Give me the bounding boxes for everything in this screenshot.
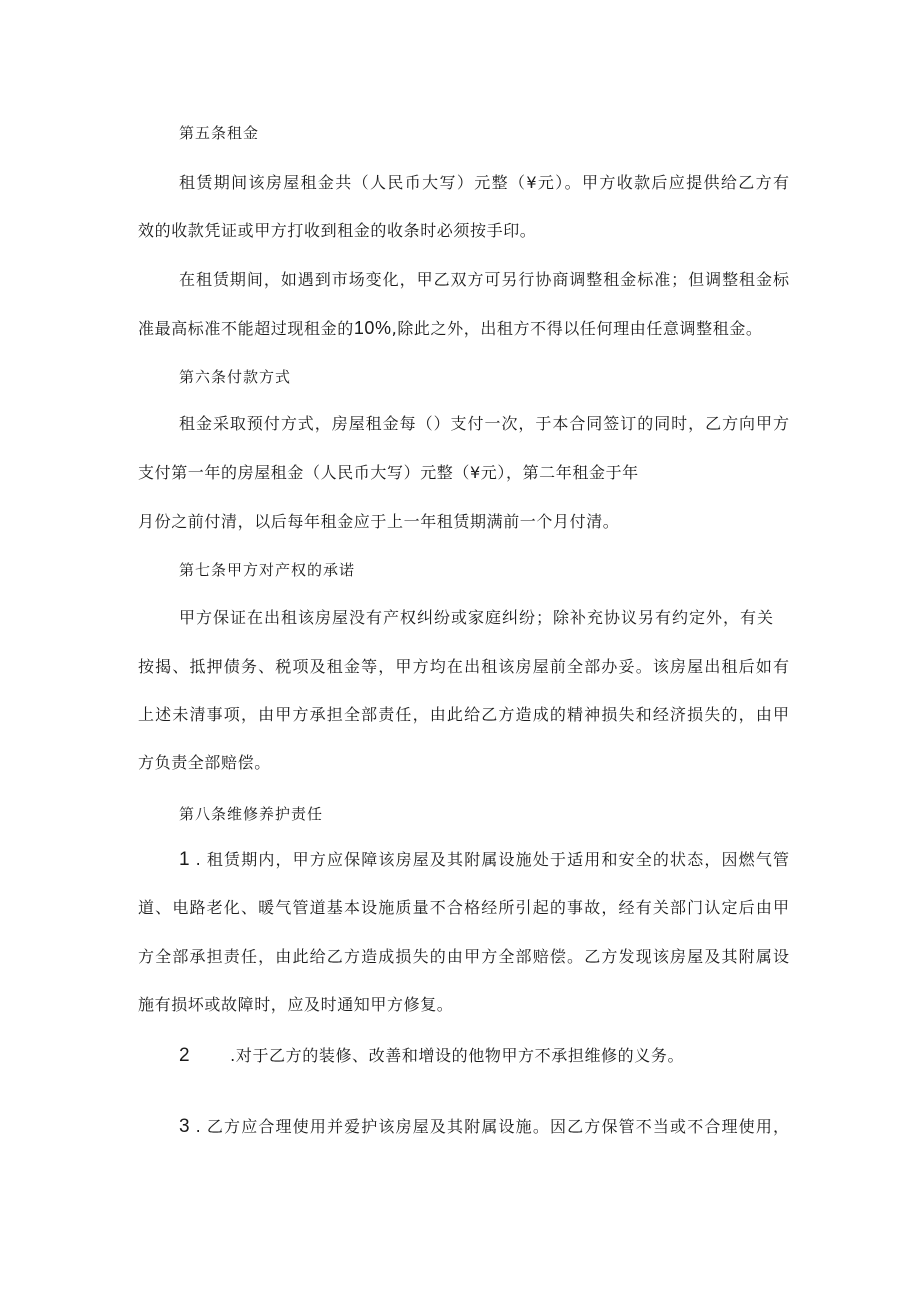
article-6-paragraph-line-2: 支付第一年的房屋租金（人民币大写）元整（¥元），第二年租金于年 [138, 463, 639, 482]
paragraph-text: 准最高标准不能超过现租金的 [138, 319, 354, 338]
article-8-item-3-line-1 [179, 1117, 789, 1137]
paragraph-text: . 乙方应合理使用并爱护该房屋及其附属设施。因乙方保管不当或不合理使用， [195, 1117, 789, 1136]
item-number: 1 [179, 849, 190, 870]
article-7-paragraph-line-4: 方负责全部赔偿。 [138, 753, 271, 772]
article-5-title: 第五条租金 [179, 124, 260, 142]
paragraph-text: .对于乙方的装修、改善和增设的他物甲方不承担维修的义务。 [230, 1046, 685, 1065]
article-6-title: 第六条付款方式 [179, 368, 292, 386]
article-8-item-1-line-4: 施有损坏或故障时，应及时通知甲方修复。 [138, 995, 454, 1014]
article-7-title: 第七条甲方对产权的承诺 [179, 561, 356, 579]
paragraph-text: ,除此之外，出租方不得以任何理由任意调整租金。 [391, 319, 763, 338]
article-8-title: 第八条维修养护责任 [179, 805, 324, 823]
article-7-paragraph-line-2: 按揭、抵押债务、税项及租金等，甲方均在出租该房屋前全部办妥。该房屋出租后如有 [138, 657, 789, 676]
article-7-paragraph-line-1: 甲方保证在出租该房屋没有产权纠纷或家庭纠纷；除补充协议另有约定外，有关 [179, 608, 773, 627]
article-7-paragraph-line-3: 上述未清事项，由甲方承担全部责任，由此给乙方造成的精神损失和经济损失的，由甲 [138, 705, 789, 724]
item-number: 3 [179, 1116, 190, 1137]
item-number: 2 [179, 1045, 191, 1066]
article-8-item-1-line-2: 道、电路老化、暖气管道基本设施质量不合格经所引起的事故，经有关部门认定后由甲 [138, 898, 789, 917]
paragraph-text: . 租赁期内，甲方应保障该房屋及其附属设施处于适用和安全的状态，因燃气管 [195, 850, 789, 869]
article-5-paragraph-2-line-1: 在租赁期间，如遇到市场变化，甲乙双方可另行协商调整租金标准；但调整租金标 [179, 270, 789, 289]
article-8-item-1-line-3: 方全部承担责任，由此给乙方造成损失的由甲方全部赔偿。乙方发现该房屋及其附属设 [138, 947, 789, 966]
article-6-paragraph-line-1: 租金采取预付方式，房屋租金每（）支付一次，于本合同签订的同时，乙方向甲方 [179, 414, 789, 433]
article-8-item-2 [179, 1046, 684, 1066]
article-6-paragraph-line-3: 月份之前付清，以后每年租金应于上一年租赁期满前一个月付清。 [138, 512, 620, 531]
percent-value: 10% [353, 318, 392, 338]
article-5-paragraph-2-line-2 [138, 318, 763, 339]
article-5-paragraph-1-line-2: 效的收款凭证或甲方打收到租金的收条时必须按手印。 [138, 221, 537, 240]
article-8-item-1-line-1 [179, 850, 789, 870]
article-5-paragraph-1-line-1: 租赁期间该房屋租金共（人民币大写）元整（¥元）。甲方收款后应提供给乙方有 [179, 173, 789, 192]
